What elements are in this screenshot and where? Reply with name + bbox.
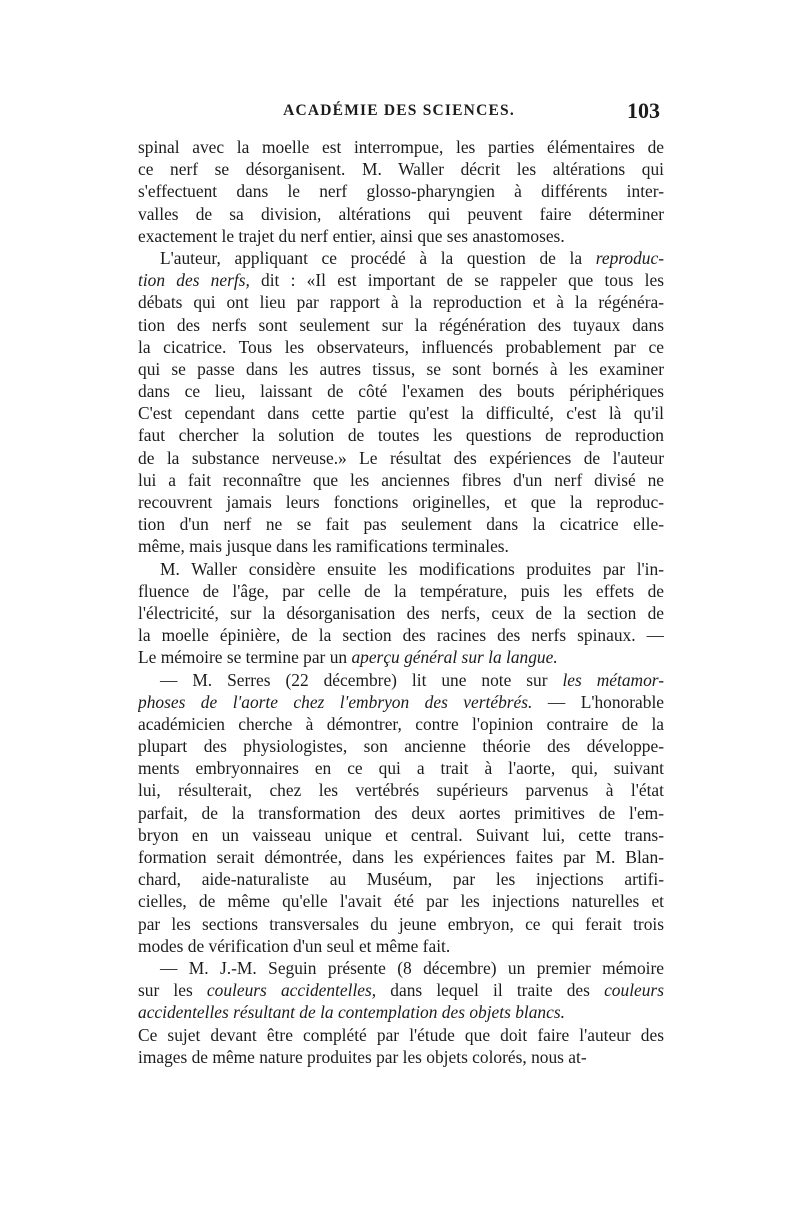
text-line bbox=[138, 1001, 664, 1023]
text-segment: parfait, de la transformation des deux aortes primitives de l'em- bbox=[138, 802, 664, 823]
text-line bbox=[138, 913, 664, 935]
text-segment: même, mais jusque dans les ramifications terminales. bbox=[138, 536, 509, 557]
text-segment: dit : «Il est important de se rappeler que tous les bbox=[249, 270, 664, 291]
text-line bbox=[138, 513, 664, 535]
text-segment: faut chercher la solution de toutes les questions de reproduction bbox=[138, 425, 664, 446]
text-segment: Ce sujet devant être complété par l'étude que doit faire l'auteur des bbox=[138, 1024, 664, 1045]
text-line bbox=[138, 269, 664, 291]
text-segment: plupart des physiologistes, son ancienne théorie des développe- bbox=[138, 736, 664, 757]
text-segment: M. Waller considère ensuite les modifications produites par l'in- bbox=[160, 558, 664, 579]
text-segment: — M. J.-M. Seguin présente (8 décembre) un premier mémoire bbox=[160, 957, 664, 978]
text-line bbox=[138, 424, 664, 446]
italic-text: phoses de l'aorte chez l'embryon des vertébrés. bbox=[138, 691, 533, 712]
text-segment: spinal avec la moelle est interrompue, les parties élémentaires de bbox=[138, 137, 664, 157]
text-segment: bryon en un vaisseau unique et central. Suivant lui, cette trans- bbox=[138, 824, 664, 845]
body-text bbox=[138, 136, 664, 1068]
text-line bbox=[138, 669, 664, 691]
text-line bbox=[138, 1024, 664, 1046]
text-line bbox=[138, 757, 664, 779]
text-segment: ce nerf se désorganisent. M. Waller décrit les altérations qui bbox=[138, 159, 664, 180]
text-segment: formation serait démontrée, dans les expériences faites par M. Blan- bbox=[138, 847, 664, 867]
text-segment: L'auteur, appliquant ce procédé à la question de la bbox=[160, 247, 596, 268]
text-segment: l'électricité, sur la désorganisation des nerfs, ceux de la section de bbox=[138, 602, 664, 623]
text-segment: dans ce lieu, laissant de côté l'examen des bouts périphériques bbox=[138, 381, 664, 402]
text-line bbox=[138, 491, 664, 513]
text-segment: de la substance nerveuse.» Le résultat des expériences de l'auteur bbox=[138, 447, 664, 468]
text-line bbox=[138, 158, 664, 180]
text-line bbox=[138, 735, 664, 757]
text-segment: Le mémoire se termine par un bbox=[138, 647, 352, 668]
italic-text: couleurs accidentelles, bbox=[206, 980, 377, 1001]
text-line bbox=[138, 868, 664, 890]
text-line bbox=[138, 713, 664, 735]
text-line bbox=[138, 203, 664, 225]
text-segment: chard, aide-naturaliste au Muséum, par les injections artifi- bbox=[138, 869, 664, 890]
text-segment: valles de sa division, altérations qui peuvent faire déterminer bbox=[138, 203, 664, 224]
italic-text: reproduc- bbox=[595, 247, 664, 268]
text-line bbox=[138, 180, 664, 202]
text-line bbox=[138, 624, 664, 646]
text-segment: dans lequel il traite des bbox=[376, 980, 605, 1001]
text-segment: académicien cherche à démontrer, contre l'opinion contraire de la bbox=[138, 713, 664, 734]
text-line bbox=[138, 846, 664, 868]
text-line bbox=[138, 358, 664, 380]
text-segment: — M. Serres (22 décembre) lit une note sur bbox=[160, 669, 563, 690]
text-segment: qui se passe dans les autres tissus, se sont bornés à les examiner bbox=[138, 358, 664, 379]
text-segment: fluence de l'âge, par celle de la température, puis les effets de bbox=[138, 580, 664, 601]
text-segment: sur les bbox=[138, 980, 207, 1001]
running-head bbox=[138, 98, 660, 128]
text-segment: — L'honorable bbox=[532, 691, 664, 712]
text-line bbox=[138, 535, 664, 557]
text-line bbox=[138, 779, 664, 801]
text-line bbox=[138, 558, 664, 580]
text-segment: la cicatrice. Tous les observateurs, influencés probablement par ce bbox=[138, 336, 664, 357]
italic-text: les métamor- bbox=[562, 669, 664, 690]
text-line bbox=[138, 646, 664, 668]
text-line bbox=[138, 314, 664, 336]
text-line bbox=[138, 447, 664, 469]
running-title: ACADÉMIE DES SCIENCES. bbox=[283, 102, 515, 119]
text-line bbox=[138, 136, 664, 158]
text-line bbox=[138, 890, 664, 912]
text-line bbox=[138, 691, 664, 713]
text-segment: exactement le trajet du nerf entier, ainsi que ses anastomoses. bbox=[138, 225, 565, 246]
text-line bbox=[138, 935, 664, 957]
text-line bbox=[138, 247, 664, 269]
text-segment: lui, résulterait, chez les vertébrés supérieurs parvenus à l'état bbox=[138, 780, 664, 801]
text-line bbox=[138, 602, 664, 624]
text-line bbox=[138, 802, 664, 824]
italic-text: aperçu général sur la langue. bbox=[351, 647, 558, 668]
text-line bbox=[138, 380, 664, 402]
text-segment: la moelle épinière, de la section des racines des nerfs spinaux. — bbox=[138, 625, 664, 646]
text-segment: C'est cependant dans cette partie qu'est la difficulté, c'est là qu'il bbox=[138, 403, 664, 424]
text-line bbox=[138, 469, 664, 491]
italic-text: tion des nerfs, bbox=[138, 270, 250, 291]
text-line bbox=[138, 979, 664, 1001]
text-line bbox=[138, 580, 664, 602]
text-segment: modes de vérification d'un seul et même fait. bbox=[138, 935, 451, 956]
text-segment: recouvrent jamais leurs fonctions originelles, et que la reproduc- bbox=[138, 492, 664, 512]
text-line bbox=[138, 225, 664, 247]
text-segment: débats qui ont lieu par rapport à la reproduction et à la régénéra- bbox=[138, 292, 664, 313]
text-segment: cielles, de même qu'elle l'avait été par les injections naturelles et bbox=[138, 891, 664, 912]
page-number: 103 bbox=[627, 98, 660, 123]
text-line bbox=[138, 824, 664, 846]
text-segment: images de même nature produites par les objets colorés, nous at- bbox=[138, 1046, 587, 1067]
text-line bbox=[138, 957, 664, 979]
text-line bbox=[138, 291, 664, 313]
text-segment: s'effectuent dans le nerf glosso-pharyngien à différents inter- bbox=[138, 181, 664, 202]
text-segment: par les sections transversales du jeune embryon, ce qui ferait trois bbox=[138, 913, 664, 934]
text-line bbox=[138, 1046, 664, 1068]
text-segment: tion d'un nerf ne se fait pas seulement dans la cicatrice elle- bbox=[138, 514, 664, 535]
italic-text: couleurs bbox=[604, 980, 664, 1001]
italic-text: accidentelles résultant de la contemplation des objets blancs. bbox=[138, 1002, 565, 1023]
text-line bbox=[138, 336, 664, 358]
text-segment: lui a fait reconnaître que les anciennes fibres d'un nerf divisé ne bbox=[138, 469, 664, 490]
text-segment: ments embryonnaires en ce qui a trait à l'aorte, qui, suivant bbox=[138, 758, 664, 779]
text-line bbox=[138, 402, 664, 424]
text-segment: tion des nerfs sont seulement sur la régénération des tuyaux dans bbox=[138, 314, 664, 335]
